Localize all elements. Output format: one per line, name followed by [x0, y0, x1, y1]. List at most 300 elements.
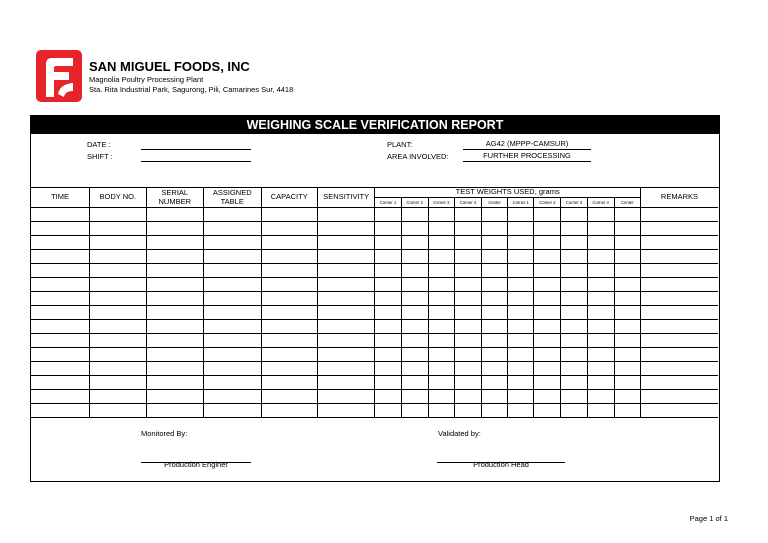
table-cell[interactable]	[90, 277, 146, 291]
table-cell[interactable]	[401, 403, 428, 417]
table-cell[interactable]	[317, 235, 375, 249]
table-cell[interactable]	[454, 207, 481, 221]
table-cell[interactable]	[534, 277, 561, 291]
table-cell[interactable]	[146, 291, 204, 305]
table-cell[interactable]	[317, 375, 375, 389]
table-cell[interactable]	[454, 291, 481, 305]
table-row	[31, 319, 718, 333]
table-cell[interactable]	[204, 249, 262, 263]
table-cell[interactable]	[614, 347, 640, 361]
table-cell[interactable]	[482, 263, 508, 277]
table-cell[interactable]	[508, 333, 534, 347]
table-cell[interactable]	[454, 249, 481, 263]
table-cell[interactable]	[454, 235, 481, 249]
table-cell[interactable]	[204, 221, 262, 235]
table-cell[interactable]	[614, 221, 640, 235]
table-cell[interactable]	[375, 375, 401, 389]
table-cell[interactable]	[534, 403, 561, 417]
table-cell[interactable]	[204, 319, 262, 333]
table-cell[interactable]	[90, 361, 146, 375]
table-cell[interactable]	[401, 319, 428, 333]
table-cell[interactable]	[204, 333, 262, 347]
table-cell[interactable]	[317, 319, 375, 333]
table-cell[interactable]	[508, 249, 534, 263]
table-cell[interactable]	[317, 221, 375, 235]
table-cell[interactable]	[482, 361, 508, 375]
table-cell[interactable]	[261, 305, 317, 319]
table-row	[31, 291, 718, 305]
table-cell[interactable]	[31, 277, 90, 291]
table-cell[interactable]	[482, 403, 508, 417]
table-cell[interactable]	[146, 403, 204, 417]
table-cell[interactable]	[482, 375, 508, 389]
table-cell[interactable]	[401, 277, 428, 291]
table-row	[31, 403, 718, 417]
table-cell[interactable]	[261, 403, 317, 417]
table-cell[interactable]	[561, 361, 587, 375]
table-cell[interactable]	[90, 305, 146, 319]
plant-value: AG42 (MPPP-CAMSUR)	[485, 139, 569, 148]
table-row	[31, 207, 718, 221]
table-cell[interactable]	[375, 235, 401, 249]
table-cell[interactable]	[375, 361, 401, 375]
table-cell[interactable]	[614, 207, 640, 221]
table-cell[interactable]	[317, 403, 375, 417]
table-cell[interactable]	[146, 375, 204, 389]
table-cell[interactable]	[146, 305, 204, 319]
table-cell[interactable]	[146, 319, 204, 333]
table-cell[interactable]	[587, 207, 614, 221]
table-row	[31, 249, 718, 263]
col-header-test-weights: TEST WEIGHTS USED, grams	[375, 187, 641, 197]
monitored-by-label: Monitored By:	[141, 429, 188, 438]
table-cell[interactable]	[640, 333, 718, 347]
table-cell[interactable]	[401, 249, 428, 263]
sub-header-corner-4: Corner 4	[454, 197, 481, 207]
sub-header-center: Center	[614, 197, 640, 207]
table-cell[interactable]	[454, 333, 481, 347]
table-cell[interactable]	[90, 291, 146, 305]
table-cell[interactable]	[614, 277, 640, 291]
table-cell[interactable]	[534, 319, 561, 333]
table-cell[interactable]	[401, 207, 428, 221]
col-header-remarks: REMARKS	[640, 187, 718, 207]
table-cell[interactable]	[561, 291, 587, 305]
table-cell[interactable]	[534, 207, 561, 221]
table-cell[interactable]	[534, 291, 561, 305]
table-cell[interactable]	[508, 305, 534, 319]
table-cell[interactable]	[261, 235, 317, 249]
table-cell[interactable]	[640, 249, 718, 263]
table-cell[interactable]	[401, 305, 428, 319]
table-cell[interactable]	[31, 263, 90, 277]
validated-by-label: Validated by:	[438, 429, 481, 438]
table-cell[interactable]	[204, 277, 262, 291]
table-cell[interactable]	[375, 305, 401, 319]
shift-field[interactable]	[141, 161, 251, 162]
table-cell[interactable]	[454, 277, 481, 291]
table-cell[interactable]	[204, 235, 262, 249]
table-cell[interactable]	[261, 207, 317, 221]
table-cell[interactable]	[375, 277, 401, 291]
table-cell[interactable]	[587, 235, 614, 249]
table-cell[interactable]	[375, 347, 401, 361]
table-cell[interactable]	[428, 221, 454, 235]
table-cell[interactable]	[401, 221, 428, 235]
table-cell[interactable]	[204, 347, 262, 361]
area-value: FURTHER PROCESSING	[483, 151, 571, 160]
col-header-sensitivity: SENSITIVITY	[317, 187, 375, 207]
table-cell[interactable]	[401, 235, 428, 249]
table-cell[interactable]	[614, 249, 640, 263]
table-cell[interactable]	[587, 361, 614, 375]
table-cell[interactable]	[640, 389, 718, 403]
table-cell[interactable]	[482, 207, 508, 221]
report-title: WEIGHING SCALE VERIFICATION REPORT	[31, 116, 719, 134]
col-header-capacity: CAPACITY	[261, 187, 317, 207]
area-label: AREA INVOLVED:	[387, 152, 449, 161]
table-cell[interactable]	[640, 263, 718, 277]
table-cell[interactable]	[561, 221, 587, 235]
sub-header-corner-3: Corner 3	[428, 197, 454, 207]
company-logo-icon	[36, 50, 82, 102]
table-cell[interactable]	[31, 375, 90, 389]
table-cell[interactable]	[482, 221, 508, 235]
table-cell[interactable]	[561, 277, 587, 291]
table-cell[interactable]	[31, 361, 90, 375]
table-cell[interactable]	[146, 207, 204, 221]
table-cell[interactable]	[587, 221, 614, 235]
table-cell[interactable]	[428, 361, 454, 375]
table-cell[interactable]	[428, 375, 454, 389]
table-cell[interactable]	[146, 235, 204, 249]
table-cell[interactable]	[261, 361, 317, 375]
table-cell[interactable]	[146, 347, 204, 361]
table-cell[interactable]	[508, 319, 534, 333]
table-cell[interactable]	[90, 389, 146, 403]
table-cell[interactable]	[146, 361, 204, 375]
table-cell[interactable]	[31, 235, 90, 249]
table-cell[interactable]	[428, 389, 454, 403]
table-cell[interactable]	[317, 249, 375, 263]
table-cell[interactable]	[261, 347, 317, 361]
table-cell[interactable]	[561, 235, 587, 249]
table-cell[interactable]	[534, 263, 561, 277]
table-cell[interactable]	[587, 347, 614, 361]
table-cell[interactable]	[401, 291, 428, 305]
table-cell[interactable]	[401, 361, 428, 375]
table-cell[interactable]	[90, 333, 146, 347]
table-cell[interactable]	[482, 291, 508, 305]
table-cell[interactable]	[31, 291, 90, 305]
table-cell[interactable]	[587, 403, 614, 417]
table-cell[interactable]	[534, 375, 561, 389]
table-row	[31, 221, 718, 235]
table-cell[interactable]	[317, 347, 375, 361]
table-cell[interactable]	[401, 347, 428, 361]
table-cell[interactable]	[204, 361, 262, 375]
table-cell[interactable]	[482, 347, 508, 361]
area-field[interactable]	[463, 151, 591, 162]
table-cell[interactable]	[640, 277, 718, 291]
table-cell[interactable]	[401, 389, 428, 403]
table-cell[interactable]	[401, 263, 428, 277]
table-cell[interactable]	[261, 333, 317, 347]
table-cell[interactable]	[31, 389, 90, 403]
company-name: SAN MIGUEL FOODS, INC	[89, 59, 250, 74]
table-cell[interactable]	[317, 389, 375, 403]
table-cell[interactable]	[454, 403, 481, 417]
table-cell[interactable]	[640, 207, 718, 221]
table-cell[interactable]	[534, 361, 561, 375]
table-cell[interactable]	[375, 221, 401, 235]
table-cell[interactable]	[640, 305, 718, 319]
table-cell[interactable]	[401, 375, 428, 389]
table-cell[interactable]	[508, 403, 534, 417]
table-cell[interactable]	[261, 277, 317, 291]
table-row	[31, 333, 718, 347]
table-cell[interactable]	[317, 207, 375, 221]
table-cell[interactable]	[428, 347, 454, 361]
table-row	[31, 347, 718, 361]
table-cell[interactable]	[561, 207, 587, 221]
plant-field[interactable]	[463, 139, 591, 150]
table-cell[interactable]	[428, 403, 454, 417]
table-cell[interactable]	[587, 249, 614, 263]
table-cell[interactable]	[146, 333, 204, 347]
table-cell[interactable]	[204, 389, 262, 403]
table-cell[interactable]	[317, 263, 375, 277]
table-cell[interactable]	[31, 319, 90, 333]
table-cell[interactable]	[454, 263, 481, 277]
table-cell[interactable]	[534, 221, 561, 235]
plant-label: PLANT:	[387, 140, 413, 149]
table-cell[interactable]	[561, 263, 587, 277]
table-cell[interactable]	[454, 347, 481, 361]
table-row	[31, 263, 718, 277]
table-cell[interactable]	[375, 249, 401, 263]
table-cell[interactable]	[204, 403, 262, 417]
table-cell[interactable]	[614, 333, 640, 347]
table-cell[interactable]	[375, 207, 401, 221]
table-cell[interactable]	[90, 263, 146, 277]
table-cell[interactable]	[204, 207, 262, 221]
shift-label: SHIFT :	[87, 152, 113, 161]
table-row	[31, 235, 718, 249]
table-body	[31, 207, 718, 418]
table-cell[interactable]	[561, 347, 587, 361]
table-cell[interactable]	[640, 375, 718, 389]
table-cell[interactable]	[428, 277, 454, 291]
table-cell[interactable]	[614, 291, 640, 305]
sub-header-center: Center	[482, 197, 508, 207]
table-cell[interactable]	[90, 403, 146, 417]
table-cell[interactable]	[90, 375, 146, 389]
table-cell[interactable]	[482, 249, 508, 263]
table-cell[interactable]	[261, 389, 317, 403]
table-cell[interactable]	[428, 291, 454, 305]
table-cell[interactable]	[146, 277, 204, 291]
table-cell[interactable]	[587, 277, 614, 291]
table-cell[interactable]	[614, 389, 640, 403]
table-cell[interactable]	[204, 291, 262, 305]
table-cell[interactable]	[31, 347, 90, 361]
table-cell[interactable]	[375, 319, 401, 333]
sub-header-corner-2: Corner 2	[534, 197, 561, 207]
table-cell[interactable]	[428, 249, 454, 263]
table-cell[interactable]	[261, 375, 317, 389]
table-cell[interactable]	[508, 389, 534, 403]
table-row	[31, 375, 718, 389]
table-cell[interactable]	[261, 263, 317, 277]
table-cell[interactable]	[640, 319, 718, 333]
table-cell[interactable]	[261, 249, 317, 263]
table-cell[interactable]	[428, 319, 454, 333]
table-cell[interactable]	[317, 305, 375, 319]
table-cell[interactable]	[587, 375, 614, 389]
info-section	[31, 134, 719, 188]
table-cell[interactable]	[561, 305, 587, 319]
col-header-serial: SERIAL NUMBER	[146, 187, 204, 207]
table-cell[interactable]	[561, 403, 587, 417]
table-cell[interactable]	[534, 347, 561, 361]
table-cell[interactable]	[454, 375, 481, 389]
table-cell[interactable]	[31, 403, 90, 417]
table-cell[interactable]	[204, 305, 262, 319]
table-cell[interactable]	[375, 291, 401, 305]
sub-header-corner-3: Corner 3	[561, 197, 587, 207]
table-cell[interactable]	[614, 361, 640, 375]
table-cell[interactable]	[204, 375, 262, 389]
table-cell[interactable]	[534, 249, 561, 263]
table-cell[interactable]	[640, 235, 718, 249]
col-header-body-no: BODY NO.	[90, 187, 146, 207]
table-cell[interactable]	[146, 221, 204, 235]
table-cell[interactable]	[561, 333, 587, 347]
table-cell[interactable]	[508, 291, 534, 305]
table-cell[interactable]	[482, 305, 508, 319]
table-cell[interactable]	[454, 361, 481, 375]
table-cell[interactable]	[534, 333, 561, 347]
table-cell[interactable]	[375, 403, 401, 417]
table-cell[interactable]	[454, 319, 481, 333]
table-cell[interactable]	[31, 333, 90, 347]
table-cell[interactable]	[587, 333, 614, 347]
table-cell[interactable]	[508, 347, 534, 361]
table-cell[interactable]	[482, 277, 508, 291]
table-cell[interactable]	[587, 305, 614, 319]
table-cell[interactable]	[317, 361, 375, 375]
table-cell[interactable]	[561, 375, 587, 389]
table-cell[interactable]	[640, 403, 718, 417]
table-cell[interactable]	[454, 389, 481, 403]
table-cell[interactable]	[614, 305, 640, 319]
table-cell[interactable]	[31, 221, 90, 235]
table-cell[interactable]	[90, 347, 146, 361]
table-cell[interactable]	[587, 319, 614, 333]
table-cell[interactable]	[561, 319, 587, 333]
table-cell[interactable]	[146, 263, 204, 277]
table-cell[interactable]	[508, 221, 534, 235]
table-cell[interactable]	[428, 305, 454, 319]
table-cell[interactable]	[317, 277, 375, 291]
table-cell[interactable]	[508, 207, 534, 221]
table-cell[interactable]	[261, 319, 317, 333]
verification-form	[30, 115, 720, 482]
date-field[interactable]	[141, 149, 251, 150]
table-cell[interactable]	[375, 389, 401, 403]
table-cell[interactable]	[90, 207, 146, 221]
table-cell[interactable]	[640, 347, 718, 361]
table-cell[interactable]	[90, 235, 146, 249]
table-cell[interactable]	[375, 263, 401, 277]
table-cell[interactable]	[317, 333, 375, 347]
table-cell[interactable]	[90, 249, 146, 263]
table-cell[interactable]	[454, 305, 481, 319]
table-cell[interactable]	[534, 235, 561, 249]
table-cell[interactable]	[428, 235, 454, 249]
table-cell[interactable]	[614, 403, 640, 417]
table-cell[interactable]	[261, 291, 317, 305]
table-cell[interactable]	[587, 263, 614, 277]
table-cell[interactable]	[31, 305, 90, 319]
table-cell[interactable]	[614, 319, 640, 333]
table-cell[interactable]	[640, 291, 718, 305]
table-cell[interactable]	[508, 375, 534, 389]
table-cell[interactable]	[90, 319, 146, 333]
table-cell[interactable]	[146, 389, 204, 403]
sub-header-corner-4: Corner 4	[587, 197, 614, 207]
table-cell[interactable]	[204, 263, 262, 277]
table-cell[interactable]	[428, 207, 454, 221]
date-label: DATE :	[87, 140, 111, 149]
table-cell[interactable]	[614, 263, 640, 277]
table-cell[interactable]	[508, 361, 534, 375]
table-cell[interactable]	[587, 291, 614, 305]
table-cell[interactable]	[561, 389, 587, 403]
page-number: Page 1 of 1	[689, 514, 728, 523]
table-cell[interactable]	[428, 263, 454, 277]
table-cell[interactable]	[508, 277, 534, 291]
table-cell[interactable]	[401, 333, 428, 347]
table-cell[interactable]	[587, 389, 614, 403]
table-cell[interactable]	[261, 221, 317, 235]
table-cell[interactable]	[614, 375, 640, 389]
table-cell[interactable]	[454, 221, 481, 235]
table-cell[interactable]	[534, 305, 561, 319]
table-cell[interactable]	[640, 361, 718, 375]
col-header-assigned: ASSIGNED TABLE	[204, 187, 262, 207]
table-cell[interactable]	[90, 221, 146, 235]
table-cell[interactable]	[482, 389, 508, 403]
table-cell[interactable]	[146, 249, 204, 263]
table-cell[interactable]	[428, 333, 454, 347]
table-cell[interactable]	[482, 319, 508, 333]
sub-header-corner-1: Corner 1	[508, 197, 534, 207]
table-cell[interactable]	[482, 235, 508, 249]
table-cell[interactable]	[561, 249, 587, 263]
table-cell[interactable]	[614, 235, 640, 249]
table-cell[interactable]	[508, 235, 534, 249]
table-cell[interactable]	[534, 389, 561, 403]
table-cell[interactable]	[31, 249, 90, 263]
table-cell[interactable]	[317, 291, 375, 305]
table-cell[interactable]	[508, 263, 534, 277]
table-cell[interactable]	[640, 221, 718, 235]
table-cell[interactable]	[31, 207, 90, 221]
table-cell[interactable]	[482, 333, 508, 347]
table-cell[interactable]	[375, 333, 401, 347]
